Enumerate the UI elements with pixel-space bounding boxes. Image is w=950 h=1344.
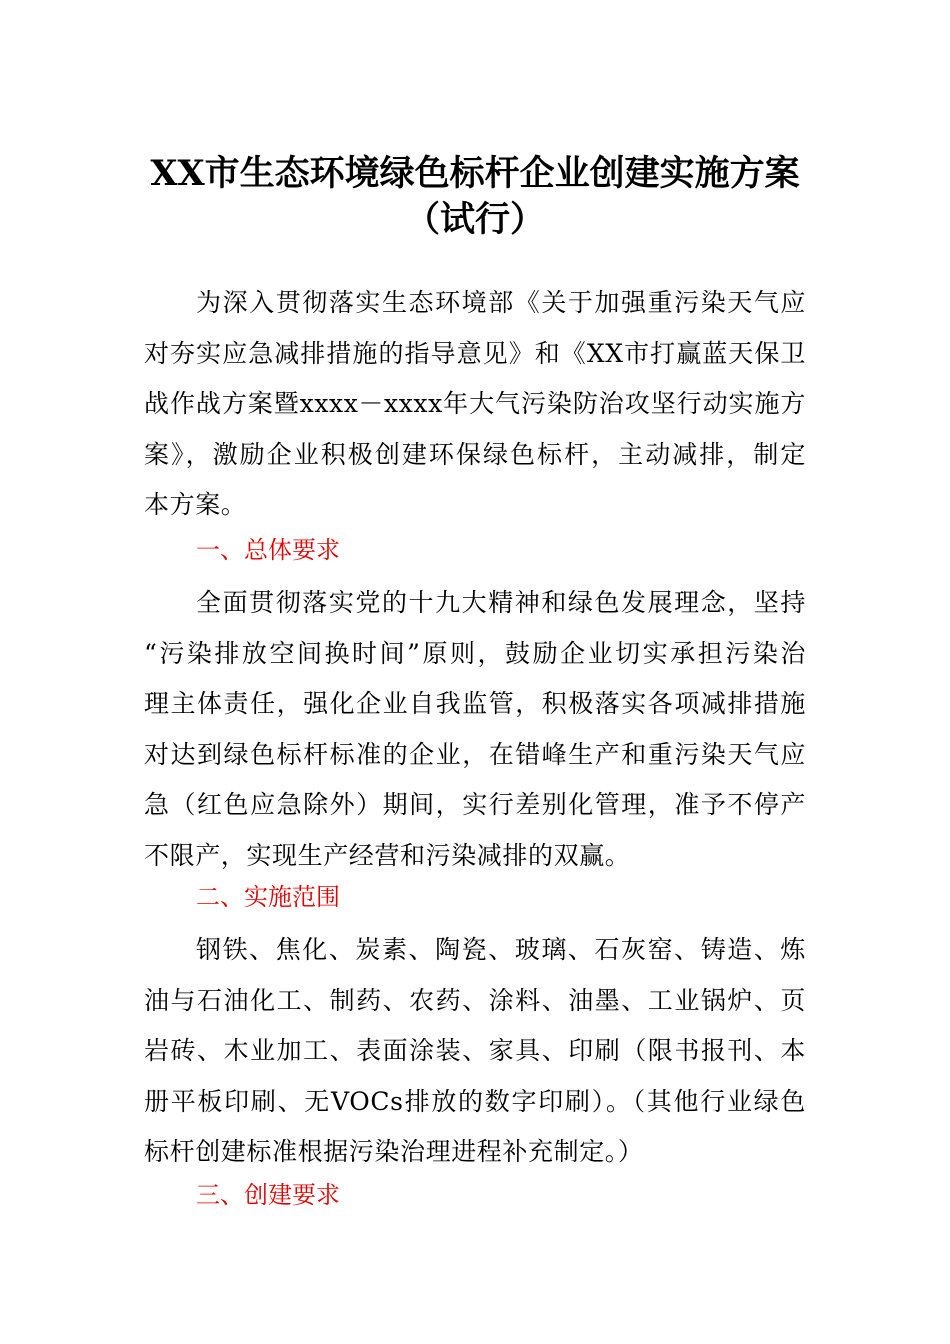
section1-paragraph — [144, 578, 806, 881]
section2-line: 标杆创建标准根据污染治理进程补充制定。） — [144, 1137, 644, 1166]
document-subtitle: （试行） — [404, 199, 545, 240]
section2-line: 油与石油化工、制药、农药、涂料、油墨、工业锅炉、页 — [144, 985, 806, 1015]
section2-paragraph — [144, 925, 806, 1178]
intro-line: 对夯实应急减排措施的指导意见》和《XX市打赢蓝天保卫 — [144, 338, 806, 368]
section1-line: 对达到绿色标杆标准的企业，在错峰生产和重污染天气应 — [144, 739, 806, 769]
section1-line: 全面贯彻落实党的十九大精神和绿色发展理念，坚持 — [196, 588, 806, 617]
section-heading-creation-requirements: 三、创建要求 — [196, 1181, 340, 1209]
intro-line: 战作战方案暨xxxx－xxxx年大气污染防治攻坚行动实施方 — [144, 389, 806, 418]
section2-line: 岩砖、木业加工、表面涂装、家具、印刷（限书报刊、本 — [144, 1036, 806, 1065]
document-title: XX市生态环境绿色标杆企业创建实施方案 — [150, 153, 800, 194]
intro-paragraph — [144, 278, 806, 531]
intro-line: 本方案。 — [144, 490, 247, 519]
intro-line: 案》，激励企业积极创建环保绿色标杆，主动减排，制定 — [144, 439, 806, 469]
section1-line: 不限产，实现生产经营和污染减排的双赢。 — [144, 840, 631, 870]
section-heading-scope: 二、实施范围 — [196, 883, 340, 911]
section2-line: 钢铁、焦化、炭素、陶瓷、玻璃、石灰窑、铸造、炼 — [196, 935, 806, 964]
section1-line: “污染排放空间换时间”原则，鼓励企业切实承担污染治 — [144, 638, 806, 668]
section-heading-general-requirements: 一、总体要求 — [196, 536, 340, 564]
intro-line: 为深入贯彻落实生态环境部《关于加强重污染天气应 — [196, 288, 806, 317]
section2-line: 册平板印刷、无VOCs排放的数字印刷）。（其他行业绿色 — [144, 1086, 806, 1116]
section1-line: 急（红色应急除外）期间，实行差别化管理，准予不停产 — [144, 790, 806, 819]
section1-line: 理主体责任，强化企业自我监管，积极落实各项减排措施 — [144, 689, 806, 718]
